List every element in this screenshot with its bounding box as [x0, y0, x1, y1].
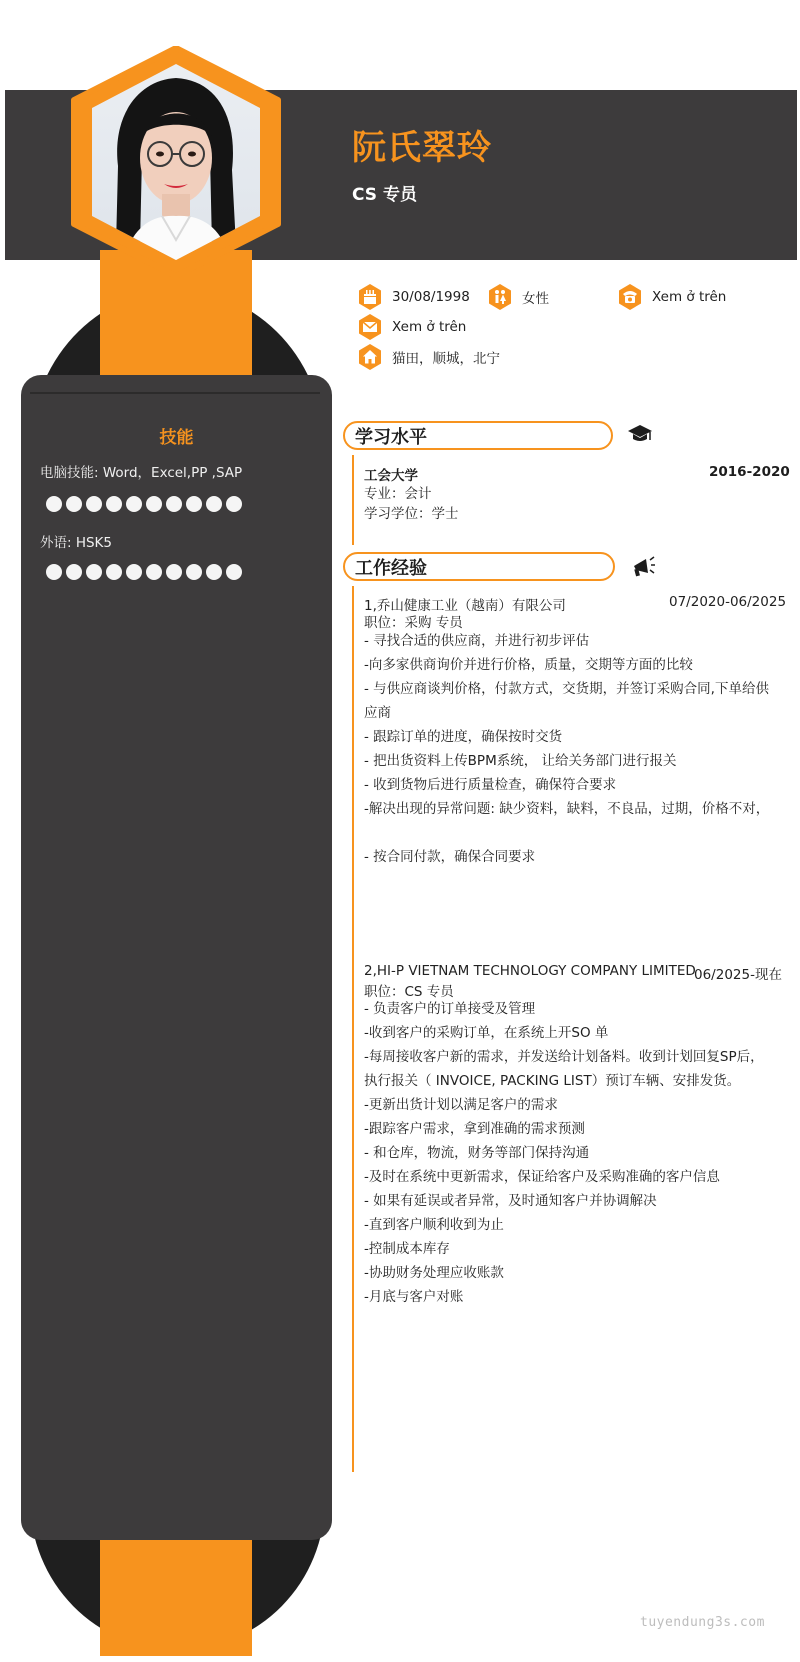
job-duty: -解决出现的异常问题: 缺少资料，缺料，不良品，过期，价格不对， [364, 801, 770, 817]
rating-dot [146, 564, 162, 580]
megaphone-icon [630, 554, 656, 580]
job-duty: -收到客户的采购订单，在系统上开SO 单 [364, 1025, 609, 1041]
candidate-name: 阮氏翠玲 [352, 128, 492, 168]
cake-icon [358, 284, 382, 310]
birthday-value: 30/08/1998 [392, 289, 470, 305]
job-duty: -协助财务处理应收账款 [364, 1265, 504, 1281]
education-heading-text: 学习水平 [355, 426, 427, 448]
candidate-title: CS 专员 [352, 185, 417, 205]
info-email [358, 314, 466, 340]
experience-heading [343, 552, 615, 581]
job-period: 07/2020-06/2025 [669, 594, 787, 610]
sidebar-divider [30, 392, 320, 394]
experience-heading-text: 工作经验 [355, 557, 427, 579]
job-duty: -向多家供商询价并进行价格，质量，交期等方面的比较 [364, 657, 693, 673]
job-company: 1,乔山健康工业（越南）有限公司 [364, 598, 566, 614]
job-duty: - 寻找合适的供应商，并进行初步评估 [364, 633, 590, 649]
rating-dot [86, 564, 102, 580]
job-period: 06/2025-现在 [694, 967, 782, 983]
rating-dot [226, 564, 242, 580]
rating-dot [66, 564, 82, 580]
job-duty: - 收到货物后进行质量检查，确保符合要求 [364, 777, 617, 793]
experience-timeline [352, 586, 354, 1472]
job-duty: -控制成本库存 [364, 1241, 450, 1257]
job-duty: - 和仓库，物流，财务等部门保持沟通 [364, 1145, 590, 1161]
phone-icon [618, 284, 642, 310]
skill-language-label: 外语: HSK5 [40, 535, 113, 551]
job-duty: - 负责客户的订单接受及管理 [364, 1001, 536, 1017]
job-company: 2,HI-P VIETNAM TECHNOLOGY COMPANY LIMITED [364, 963, 696, 979]
job-position: 职位：CS 专员 [364, 984, 454, 1000]
rating-dot [46, 564, 62, 580]
rating-dot [226, 496, 242, 512]
rating-dot [186, 496, 202, 512]
education-degree: 学习学位：学士 [364, 506, 459, 522]
rating-dot [166, 564, 182, 580]
orange-strap-bottom [100, 1530, 252, 1656]
email-value: Xem ở trên [392, 319, 467, 335]
job-duty: -月底与客户对账 [364, 1289, 464, 1305]
education-timeline [352, 455, 354, 545]
gender-icon [488, 284, 512, 310]
job-duty: - 与供应商谈判价格，付款方式，交货期，并签订采购合同,下单给供应商 [364, 681, 769, 721]
rating-dot [126, 564, 142, 580]
job-duty: -每周接收客户新的需求，并发送给计划备料。收到计划回复SP后，执行报关（ INVOICE, PACKING LIST）预订车辆、安排发货。 [364, 1049, 764, 1089]
job-duty: - 按合同付款，确保合同要求 [364, 849, 536, 865]
education-period: 2016-2020 [709, 464, 790, 480]
education-school: 工会大学 [364, 468, 418, 484]
job-duty: -直到客户顺利收到为止 [364, 1217, 504, 1233]
rating-dot [206, 564, 222, 580]
skill-computer-rating [46, 496, 242, 512]
skills-heading: 技能 [159, 428, 194, 448]
skill-computer-label: 电脑技能: Word，Excel,PP ,SAP [40, 465, 243, 481]
job-duty: - 跟踪订单的进度，确保按时交货 [364, 729, 563, 745]
rating-dot [146, 496, 162, 512]
rating-dot [106, 564, 122, 580]
skill-language-rating [46, 564, 242, 580]
education-heading [343, 421, 613, 450]
rating-dot [166, 496, 182, 512]
job-position: 职位：采购 专员 [364, 615, 463, 631]
job-duty: -更新出货计划以满足客户的需求 [364, 1097, 558, 1113]
job-duty: - 把出货资料上传BPM系统， 让给关务部门进行报关 [364, 753, 677, 769]
avatar [60, 46, 292, 278]
job-duty: - 如果有延误或者异常，及时通知客户并协调解决 [364, 1193, 657, 1209]
gender-value: 女性 [522, 291, 549, 307]
rating-dot [186, 564, 202, 580]
phone-value: Xem ở trên [652, 289, 727, 305]
watermark: tuyendung3s.com [640, 1615, 765, 1630]
home-icon [358, 344, 382, 370]
rating-dot [106, 496, 122, 512]
address-value: 猫田，顺城，北宁 [392, 351, 500, 367]
job-duty: -跟踪客户需求，拿到准确的需求预测 [364, 1121, 585, 1137]
rating-dot [46, 496, 62, 512]
info-phone [618, 284, 726, 310]
rating-dot [206, 496, 222, 512]
job-duty: -及时在系统中更新需求，保证给客户及采购准确的客户信息 [364, 1169, 720, 1185]
education-major: 专业：会计 [364, 486, 432, 502]
info-address [358, 344, 500, 370]
info-gender [488, 284, 549, 310]
info-birthday [358, 284, 470, 310]
rating-dot [126, 496, 142, 512]
rating-dot [66, 496, 82, 512]
graduation-cap-icon [627, 421, 653, 447]
rating-dot [86, 496, 102, 512]
envelope-icon [358, 314, 382, 340]
